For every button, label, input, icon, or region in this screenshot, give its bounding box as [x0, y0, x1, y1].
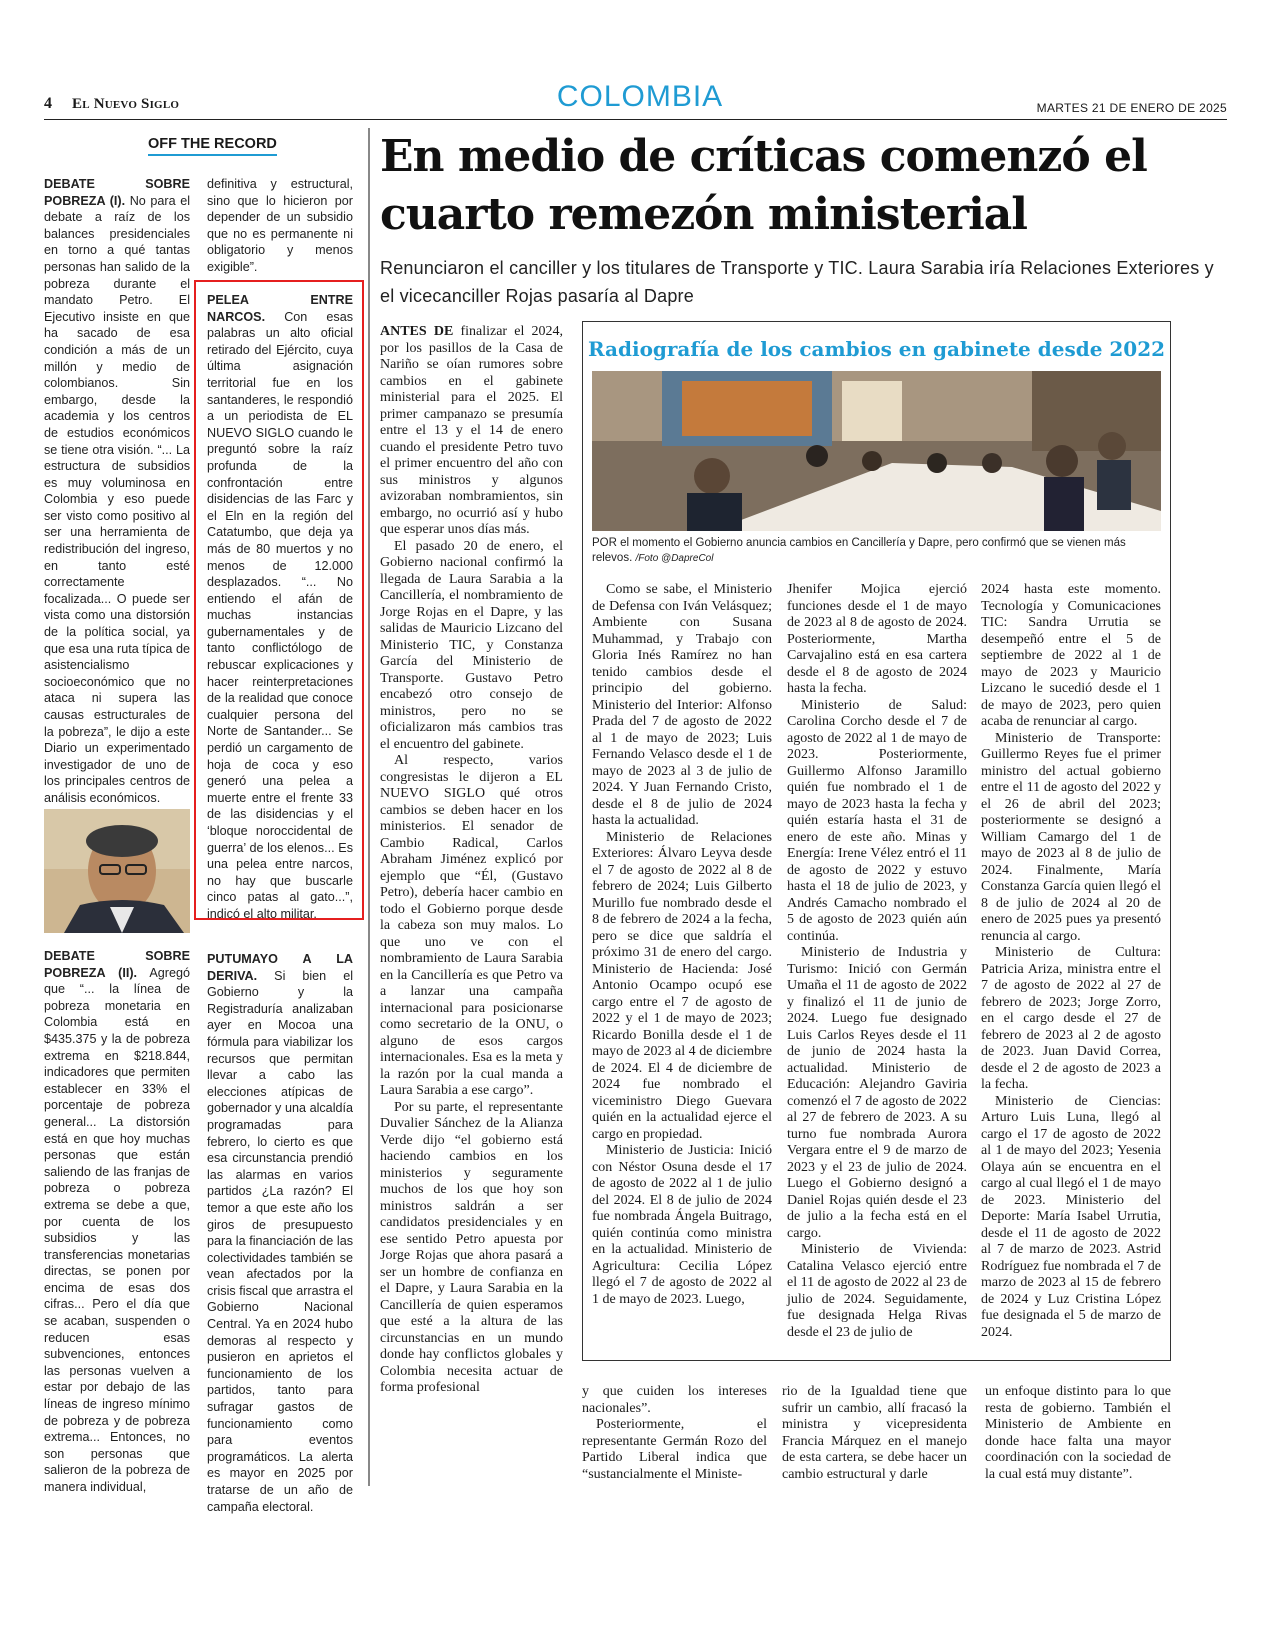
section-title: COLOMBIA [556, 80, 724, 113]
box-paragraph: Ministerio de Transporte: Guillermo Reyes fue el primer ministro del actual gobierno entre el 11 de agosto del 2022 y el 26 de abril del 2023; posteriormente se designó a William Camargo del 1 de mayo de 2023 al 8 de julio de 2024. Finalmente, María Constanza García quien llegó el 8 de julio de 2024 al 20 de enero de 2025 pues ya presentó renuncia al cargo. [981, 730, 1161, 944]
article-paragraph: rio de la Igualdad tiene que sufrir un cambio, allí fracasó la ministra y vicepresidenta Francia Márquez en el manejo de esta cartera, se debe hacer un cambio estructural y darle [782, 1384, 967, 1482]
box-title: Radiografía de los cambios en gabinete desde 2022 [587, 337, 1166, 361]
pelea-entre-narcos [207, 292, 353, 923]
subheadline: Renunciaron el canciller y los titulares de Transporte y TIC. Laura Sarabia iría Relaciones Exteriores y el vicecanciller Rojas pasaría al Dapre [380, 258, 1214, 306]
article-paragraph-1: ANTES DE finalizar el 2024, por los pasillos de la Casa de Nariño se oían rumores sobre cambios en el gabinete ministerial para el 2025. El primer campanazo se presumía entre el 13 y el 14 de enero cuando el presidente Petro tuvo el primer encuentro del año con sus ministros y algunos avizoraban nombramientos, sin embargo, no ocurrió así y hubo que esperar unos días más. [380, 324, 563, 537]
box-paragraph: Ministerio de Vivienda: Catalina Velasco ejerció entre el 11 de agosto de 2022 al 23 de julio de 2024. Seguidamente, fue designada Helga Rivas desde el 23 de julio de [787, 1242, 967, 1340]
header-rule [44, 119, 1227, 120]
portrait-illustration [44, 809, 190, 933]
cabinet-meeting-illustration [592, 371, 1161, 531]
box-paragraph: 2024 hasta este momento. Tecnología y Comunicaciones TIC: Sandra Urrutia se desempeñó entre el 5 de septiembre de 2022 al 1 de mayo de 2023 y Mauricio Lizcano le sucedió desde el 1 de mayo de 2023, pero quien acaba de renunciar al cargo. [981, 582, 1161, 729]
article-bottom-column-2 [782, 1384, 967, 1483]
debate-pobreza-1-continued: definitiva y estructural, sino que lo hicieron por depender de un subsidio que no es permanente ni obligatorio y menos exigible”. [207, 177, 353, 274]
box-paragraph: Ministerio de Cultura: Patricia Ariza, ministra entre el 7 de agosto de 2022 al 27 de febrero de 2023; Jorge Zorro, en el cargo desde el 27 de febrero de 2023 al 2 de agosto de 2023. Juan David Correa, desde el 2 de agosto de 2023 a la fecha. [981, 945, 1161, 1092]
debate-2-text: Agregó que “... la línea de pobreza monetaria en Colombia está en $435.375 y la de pobreza extrema en $218.844, indicadores que permiten establecer en 33% el porcentaje de pobreza general... La distorsión está en que hoy muchas personas que están saliendo de las franjas de pobreza o pobreza extrema se debe a que, por cuenta de los subsidios y las transferencias monetarias directas, se ponen por encima de esas dos cifras... Pero el día que se acaban, suspenden o reducen esas subvenciones, entonces las personas vuelven a estar por debajo de las líneas de ingreso mínimo de pobreza y de pobreza extrema... Entonces, no son personas que salieron de la pobreza de manera individual, [44, 965, 190, 1494]
article-bottom-column-1 [582, 1384, 767, 1483]
photo-caption [592, 536, 1161, 566]
box-column-3 [981, 582, 1161, 1341]
dateline: MARTES 21 DE ENERO DE 2025 [1036, 101, 1227, 115]
article-paragraph-2: El pasado 20 de enero, el Gobierno nacional confirmó la llegada de Laura Sarabia a la Cancillería, el nombramiento de Jorge Rojas en el Dapre, y las salidas de Mauricio Lizcano del Ministerio TIC, y Constanza García del Ministerio de Transporte. Gustavo Petro encabezó otro consejo de ministros, pero no se oficializaron más cambios tras el encuentro del gabinete. [380, 538, 563, 752]
lead-in: ANTES DE [380, 324, 454, 339]
box-column-2 [787, 582, 967, 1341]
box-paragraph: Ministerio de Ciencias: Arturo Luis Luna, llegó al cargo el 17 de agosto de 2022 al 1 de mayo del 2023; Yesenia Olaya aún se encuentra en el cargo al cual llegó el 1 de mayo de 2023. Ministerio del Deporte: María Isabel Urrutia, desde el 11 de agosto de 2022 al 7 de marzo de 2023. Astrid Rodríguez fue nombrada el 7 de marzo de 2023 al 15 de febrero de 2024 y Luz Cristina López fue designada el 5 de marzo de 2024. [981, 1093, 1161, 1340]
box-paragraph: Jhenifer Mojica ejerció funciones desde el 1 de mayo de 2023 al 8 de agosto de 2024. Posteriormente, Martha Carvajalino está en esa cartera desde el 8 de agosto de 2024 hasta la fecha. [787, 582, 967, 696]
box-paragraph: Ministerio de Justicia: Inició con Néstor Osuna desde el 17 de agosto de 2022 al 1 de julio del 2024. El 8 de julio de 2024 fue nombrada Ángela Buitrago, quién continúa como ministra en la actualidad. Ministerio de Agricultura: Cecilia López llegó el 7 de agosto de 2022 al 1 de mayo de 2023. Luego, [592, 1143, 772, 1307]
box-paragraph: Como se sabe, el Ministerio de Defensa con Iván Velásquez; Ambiente con Susana Muhammad, y Trabajo con Gloria Inés Ramírez no han tenido cambios desde el principio del gobierno. Ministerio del Interior: Alfonso Prada del 7 de agosto de 2022 al 1 de mayo de 2023; Luis Fernando Velasco desde el 1 de mayo de 2023 al 3 de julio de 2024. Y Juan Fernando Cristo, desde el 8 de julio de 2024 hasta la actualidad. [592, 582, 772, 828]
article-main-column [380, 324, 563, 1397]
putumayo-a-la-deriva [207, 951, 353, 1515]
photo-credit: /Foto @DapreCol [635, 552, 714, 564]
debate-2-head: DEBATE SOBRE POBREZA (II). [44, 949, 190, 980]
column-divider [368, 128, 370, 1486]
article-paragraph: un enfoque distinto para lo que resta de gobierno. También el Ministerio de Ambiente en donde hace falta una mayor coordinación con la sociedad de la cual está muy distante”. [985, 1384, 1171, 1482]
article-bottom-column-3 [985, 1384, 1171, 1483]
box-paragraph: Ministerio de Relaciones Exteriores: Álvaro Leyva desde el 7 de agosto de 2022 al 8 de febrero de 2024; Luis Gilberto Murillo fue nombrado desde el 8 de febrero de 2024 a la fecha, pero se dice que saldría el próximo 31 de enero del cargo. Ministerio de Hacienda: José Antonio Ocampo ocupó ese cargo entre el 7 de agosto de 2022 y el 1 de mayo de 2023; Ricardo Bonilla desde el 1 de mayo de 2023 al 4 de diciembre de 2024. El 4 de diciembre de 2024 fue nombrado el viceministro Diego Guevara quién en la actualidad ejerce el cargo en propiedad. [592, 829, 772, 1142]
article-paragraph: Posteriormente, el representante Germán Rozo del Partido Liberal indica que “sustancialmente el Ministe- [582, 1417, 767, 1482]
box-paragraph: Ministerio de Industria y Turismo: Inició con Germán Umaña el 11 de agosto de 2022 y finalizó el 11 de junio de 2024. Luego fue designado Luis Carlos Reyes desde el 11 de junio de 2024 hasta la actualidad. Ministerio de Educación: Alejandro Gaviria comenzó el 7 de agosto de 2022 al 27 de febrero de 2023. A su turno fue nombrada Aurora Vergara entre el 9 de marzo de 2023 y el 23 de julio de 2024. Luego el Gobierno designó a Daniel Rojas quién desde el 23 de julio a la fecha está en el cargo. [787, 945, 967, 1241]
debate-1-text: No para el debate a raíz de los balances presidenciales en torno a qué tantas personas han salido de la pobreza durante el mandato Petro. El Ejecutivo insiste en que ha sacado de esa condición a más de un millón y medio de colombianos. Sin embargo, desde la academia y los centros de estudios económicos se tiene otra visión. “... La estructura de subsidios es muy voluminosa en Colombia y eso puede ser visto como positivo al ser una herramienta de redistribución del ingreso, en tanto esté correctamente focalizada... O puede ser vista como una distorsión de la política social, ya que esa una ruta típica de asistencialismo socioeconómico que no ataca ni supera las causas estructurales de la pobreza”, le dijo a este Diario un experimentado investigador de uno de los principales centros de análisis económicos. [44, 193, 191, 805]
off-the-record-title: OFF THE RECORD [148, 136, 277, 156]
pelea-head: PELEA ENTRE NARCOS. [207, 293, 353, 324]
debate-pobreza-1 [44, 176, 190, 807]
box-column-1 [592, 582, 772, 1308]
article-paragraph: y que cuiden los intereses nacionales”. [582, 1384, 767, 1416]
cabinet-meeting-photo [592, 371, 1161, 531]
article-paragraph-3: Al respecto, varios congresistas le dijeron a EL NUEVO SIGLO qué otros cambios se deben hacer en los ministerios. El senador de Cambio Radical, Carlos Abraham Jiménez explicó por ejemplo que “Él, (Gustavo Petro), debería hacer cambio en todo el Gobierno porque desde la cabeza son muy malos. Lo que uno ve con el nombramiento de Laura Sarabia en la Cancillería es que Petro va a lanzar una campaña internacional para posicionarse como secretario de la ONU, o alguno de esos cargos internacionales. Esa es la meta y la razón por la cual manda a Laura Sarabia a ese cargo”. [380, 753, 563, 1098]
masthead-logo: El Nuevo Siglo [72, 96, 180, 112]
box-paragraph: Ministerio de Salud: Carolina Corcho desde el 7 de agosto de 2022 al 1 de mayo de 2023. Posteriormente, Guillermo Alfonso Jaramillo quién fue nombrado el 1 de mayo de 2023 hasta la fecha y quién estaría hasta el 31 de enero de este año. Minas y Energía: Irene Vélez entró el 11 de agosto de 2022 y estuvo hasta el 18 de julio de 2023, y Andrés Camacho nombrado el 5 de agosto de 2023 quién aún continúa. [787, 697, 967, 944]
putumayo-text: Si bien el Gobierno y la Registraduría analizaban ayer en Mocoa una fórmula para viabilizar los recursos que permitan llevar a cabo las elecciones atípicas de gobernador y una alcaldía programadas para febrero, lo cierto es que esa circunstancia prendió las alarmas en varios partidos ¿La razón? El temor a que este año los giros de presupuesto para la financiación de las colectividades también se vean afectados por la crisis fiscal que arrastra el Gobierno Nacional Central. Ya en 2024 hubo demoras al respecto y pusieron en aprietos el funcionamiento de los partidos, tanto para sufragar gastos de funcionamiento como para eventos programáticos. La alerta es mayor en 2025 por tratarse de un año de campaña electoral. [207, 968, 354, 1514]
article-paragraph-4: Por su parte, el representante Duvalier Sánchez de la Alianza Verde dijo “el gobierno está haciendo cambios en los ministerios y seguramente muchos de los que hoy son ministros saldrán a ser candidatos presidenciales y en ese sentido Petro apuesta por Jorge Rojas que ahora pasará a ser un hombre de confianza en el Dapre, y Laura Sarabia en la Cancillería de quien esperamos que esté a la altura de las circunstancias en un mundo donde hay conflictos globales y Colombia necesita actuar de forma profesional [380, 1099, 563, 1395]
portrait-photo [44, 809, 190, 933]
page-number: 4 [44, 95, 52, 112]
debate-pobreza-2 [44, 948, 190, 1496]
headline: En medio de críticas comenzó el cuarto remezón ministerial [380, 131, 1147, 240]
debate-1-head: DEBATE SOBRE POBREZA (I). [44, 177, 190, 208]
caption-text: POR el momento el Gobierno anuncia cambios en Cancillería y Dapre, pero confirmó que se vienen más relevos. [592, 537, 1126, 564]
pelea-text: Con esas palabras un alto oficial retirado del Ejército, cuya última asignación territorial fue en los santanderes, le respondió a un periodista de EL NUEVO SIGLO cuando le preguntó sobre la raíz profunda de la confrontación entre disidencias de las Farc y el Eln en la región del Catatumbo, que deja ya más de 80 muertos y no menos de 12.000 desplazados. “... No entiendo el afán de muchas instancias gubernamentales y de tanto conflictólogo de rebuscar explicaciones y hacer reinterpretaciones de la realidad que conoce cualquier persona del Norte de Santander... Se perdió un cargamento de hoja de coca y eso generó una pelea a muerte entre el frente 33 de las disidencias y el ‘bloque noroccidental de guerra’ de los elenos... Es una pelea entre narcos, no hay que buscarle cinco patas al gato...”, indicó el alto militar. [207, 309, 353, 921]
putumayo-head: PUTUMAYO A LA DERIVA. [207, 952, 353, 983]
